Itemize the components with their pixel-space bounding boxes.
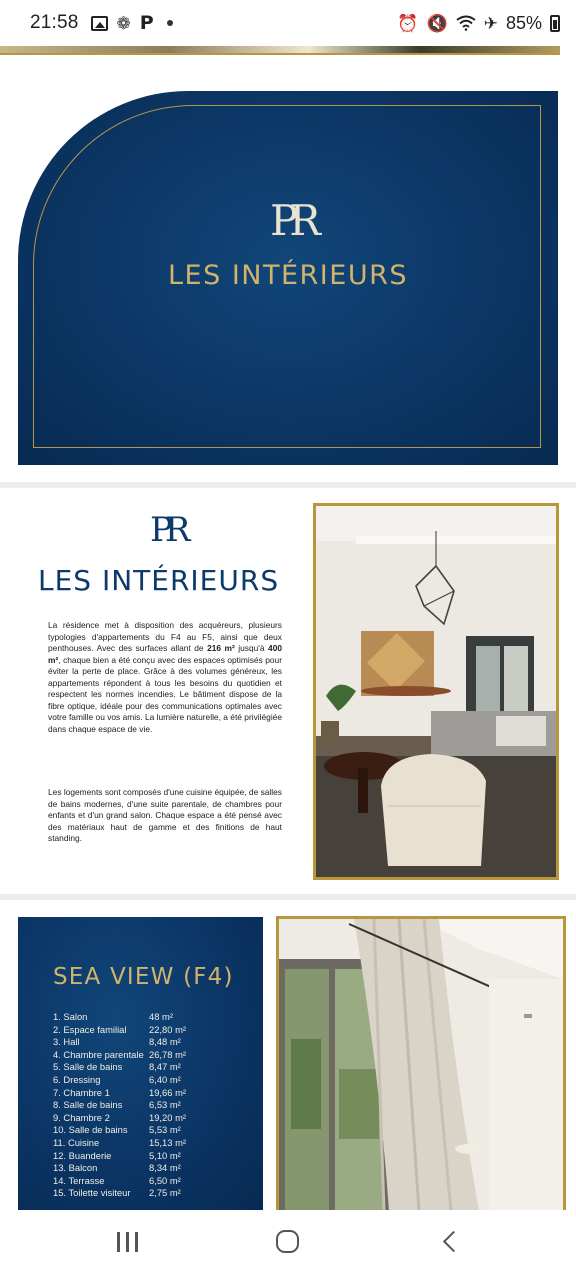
room-row: 4. Chambre parentale 26,78 m² xyxy=(53,1048,186,1060)
room-row: 6. Dressing 6,40 m² xyxy=(53,1073,181,1085)
pr-logo: PR xyxy=(270,196,312,245)
room-row: 3. Hall 8,48 m² xyxy=(53,1036,181,1048)
room-list xyxy=(53,1011,253,1200)
system-icons xyxy=(397,13,560,34)
battery-icon xyxy=(550,15,560,32)
room-row: 7. Chambre 1 19,66 m² xyxy=(53,1086,186,1098)
pr-logo: PR xyxy=(150,510,183,550)
bedroom-photo xyxy=(276,916,566,1214)
wifi-icon xyxy=(456,15,476,31)
room-row: 1. Salon 48 m² xyxy=(53,1011,173,1022)
mute-icon: 🔇 xyxy=(426,13,448,33)
notification-icons xyxy=(91,12,173,34)
room-row: 13. Balcon 8,34 m² xyxy=(53,1162,181,1174)
p-app-icon: P xyxy=(139,12,154,34)
gold-divider xyxy=(0,53,560,55)
navigation-bar xyxy=(0,1210,576,1280)
room-row: 14. Terrasse 6,50 m² xyxy=(53,1174,181,1186)
room-row: 11. Cuisine 15,13 m² xyxy=(53,1136,186,1148)
home-button[interactable] xyxy=(275,1228,301,1258)
room-row: 15. Toilette visiteur 2,75 m² xyxy=(53,1187,181,1199)
room-row: 2. Espace familial 22,80 m² xyxy=(53,1023,186,1035)
room-row: 5. Salle de bains 8,47 m² xyxy=(53,1061,181,1073)
brochure-page-sea-view[interactable] xyxy=(0,900,576,1210)
cover-panel xyxy=(18,91,558,465)
status-bar xyxy=(0,0,576,46)
chevron-left-icon xyxy=(443,1231,464,1252)
image-icon xyxy=(91,16,108,31)
interiors-title: LES INTÉRIEURS xyxy=(38,564,280,597)
notification-dot-icon xyxy=(167,20,173,26)
brochure-page-interiors[interactable] xyxy=(0,488,576,894)
features-paragraph: Les logements sont composés d'une cuisine équipée, de salles de bains modernes, d'une suite parentale, de chambres pour enfants et d'un grand salon. Chaque espace a été pensé avec des matériaux haut de gamme et des finitions de haut standing. xyxy=(48,787,282,843)
sea-view-panel xyxy=(18,917,263,1210)
status-time: 21:58 xyxy=(30,12,79,33)
sea-view-title: SEA VIEW (F4) xyxy=(53,964,234,990)
battery-percent: 85% xyxy=(505,12,542,33)
cover-title: LES INTÉRIEURS xyxy=(168,260,408,291)
recents-button[interactable] xyxy=(115,1228,141,1258)
intro-paragraph: La résidence met à disposition des acquéreurs, plusieurs typologies d'appartements du F4 au F5, ainsi que deux penthouses. Avec des surfaces allant de 216 m² jusqu'à 400 m², chaque bien a été conçu avec des espaces optimisés pour éviter la perte de place. Grâce à des volumes généreux, les appartements répondent à tous les besoins du quotidien et respectent les normes incendies. Le bâtiment dispose de la fibre optique, idéale pour des communications optimales avec votre famille ou vos amis. La lumière naturelle, a été privilégiée dans chaque espace de vie. xyxy=(48,620,283,734)
room-row: 9. Chambre 2 19,20 m² xyxy=(53,1111,186,1123)
living-room-photo xyxy=(313,503,559,880)
brochure-page-cover[interactable] xyxy=(0,74,576,482)
back-button[interactable] xyxy=(440,1228,460,1258)
airplane-icon: ✈ xyxy=(483,13,498,33)
gallery-icon: ❁ xyxy=(116,13,131,33)
previous-page-image xyxy=(0,46,560,53)
room-row: 8. Salle de bains 6,53 m² xyxy=(53,1099,181,1111)
previous-page-bottom xyxy=(0,46,576,74)
alarm-icon: ⏰ xyxy=(397,13,419,33)
room-row: 12. Buanderie 5,10 m² xyxy=(53,1149,181,1161)
room-row: 10. Salle de bains 5,53 m² xyxy=(53,1124,181,1136)
